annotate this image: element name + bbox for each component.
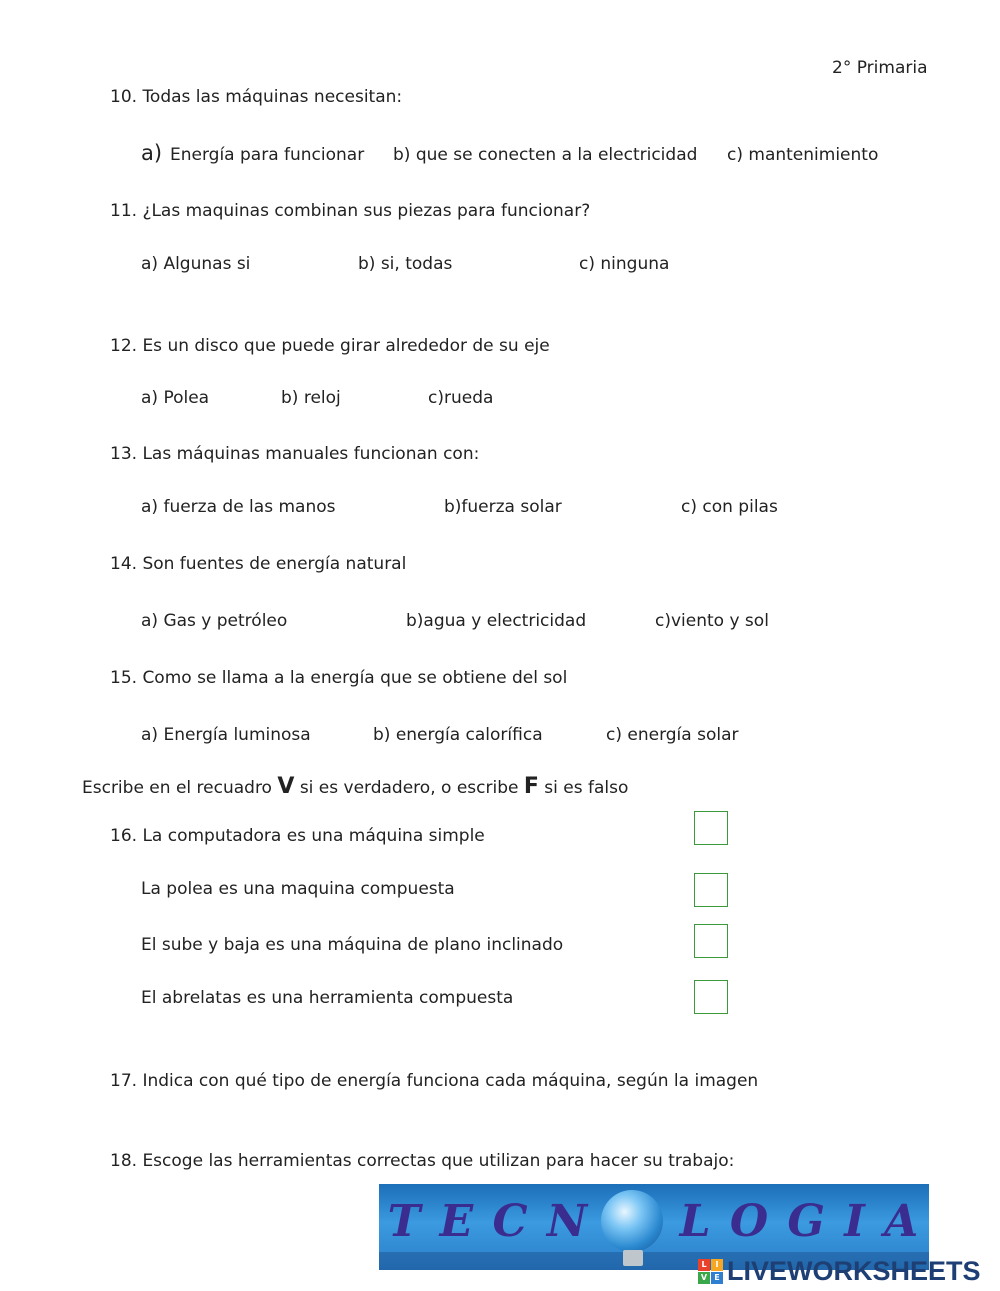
q10-option-b[interactable]: b) que se conecten a la electricidad: [393, 145, 698, 165]
banner-letter: L: [679, 1195, 713, 1247]
liveworksheets-tiles-icon: [698, 1259, 723, 1284]
q11-option-a[interactable]: a) Algunas si: [141, 254, 251, 274]
tf-statement-4: El abrelatas es una herramienta compuesta: [141, 988, 514, 1008]
q12-option-b[interactable]: b) reloj: [281, 388, 341, 408]
bulb-base-icon: [623, 1250, 643, 1266]
tf-answer-box-3[interactable]: [694, 924, 728, 958]
question-15: 15. Como se llama a la energía que se obtiene del sol: [110, 668, 568, 688]
logo-tile: V: [698, 1272, 710, 1284]
instruction-part-3: si es falso: [544, 778, 629, 798]
q14-option-a[interactable]: a) Gas y petróleo: [141, 611, 288, 631]
banner-letter: O: [729, 1195, 771, 1247]
tf-answer-box-4[interactable]: [694, 980, 728, 1014]
tf-answer-box-2[interactable]: [694, 873, 728, 907]
grade-label: 2° Primaria: [832, 58, 928, 78]
banner-letter: T: [387, 1195, 423, 1247]
q15-option-a[interactable]: a) Energía luminosa: [141, 725, 311, 745]
q13-option-a[interactable]: a) fuerza de las manos: [141, 497, 336, 517]
tf-answer-box-1[interactable]: [694, 811, 728, 845]
q13-option-c[interactable]: c) con pilas: [681, 497, 778, 517]
q12-option-a[interactable]: a) Polea: [141, 388, 210, 408]
q11-option-c[interactable]: c) ninguna: [579, 254, 670, 274]
q14-option-b[interactable]: b)agua y electricidad: [406, 611, 587, 631]
logo-tile: I: [711, 1259, 723, 1271]
instruction-f-letter: F: [523, 774, 539, 799]
q14-option-c[interactable]: c)viento y sol: [655, 611, 769, 631]
q11-option-b[interactable]: b) si, todas: [358, 254, 453, 274]
question-12: 12. Es un disco que puede girar alrededor de su eje: [110, 336, 550, 356]
instruction-part-2: si es verdadero, o escribe: [299, 778, 519, 798]
q15-option-b[interactable]: b) energía calorífica: [373, 725, 543, 745]
banner-letter: I: [844, 1195, 867, 1247]
question-13: 13. Las máquinas manuales funcionan con:: [110, 444, 480, 464]
tf-statement-1: 16. La computadora es una máquina simple: [110, 826, 485, 846]
banner-letter: A: [884, 1195, 921, 1247]
true-false-instruction: [82, 774, 628, 799]
instruction-part-1: Escribe en el recuadro: [82, 778, 272, 798]
q13-option-b[interactable]: b)fuerza solar: [444, 497, 562, 517]
question-17: 17. Indica con qué tipo de energía funciona cada máquina, según la imagen: [110, 1071, 759, 1091]
banner-letter: C: [492, 1195, 530, 1247]
q12-option-c[interactable]: c)rueda: [428, 388, 494, 408]
q10-option-a-letter: a): [141, 141, 163, 165]
q15-option-c[interactable]: c) energía solar: [606, 725, 739, 745]
question-11: 11. ¿Las maquinas combinan sus piezas para funcionar?: [110, 201, 591, 221]
banner-letter: G: [787, 1195, 827, 1247]
logo-tile: E: [711, 1272, 723, 1284]
liveworksheets-text: LIVEWORKSHEETS: [727, 1255, 981, 1286]
banner-letter: N: [546, 1195, 590, 1247]
logo-tile: L: [698, 1259, 710, 1271]
q10-option-c[interactable]: c) mantenimiento: [727, 145, 879, 165]
question-14: 14. Son fuentes de energía natural: [110, 554, 407, 574]
question-10: 10. Todas las máquinas necesitan:: [110, 87, 403, 107]
question-18: 18. Escoge las herramientas correctas que utilizan para hacer su trabajo:: [110, 1151, 735, 1171]
banner-letter: E: [439, 1195, 476, 1247]
globe-bulb-icon: [601, 1190, 663, 1252]
instruction-v-letter: V: [277, 774, 295, 799]
tf-statement-2: La polea es una maquina compuesta: [141, 879, 455, 899]
tf-statement-3: El sube y baja es una máquina de plano inclinado: [141, 935, 564, 955]
q10-option-a[interactable]: Energía para funcionar: [170, 145, 365, 165]
liveworksheets-logo: [698, 1257, 981, 1285]
